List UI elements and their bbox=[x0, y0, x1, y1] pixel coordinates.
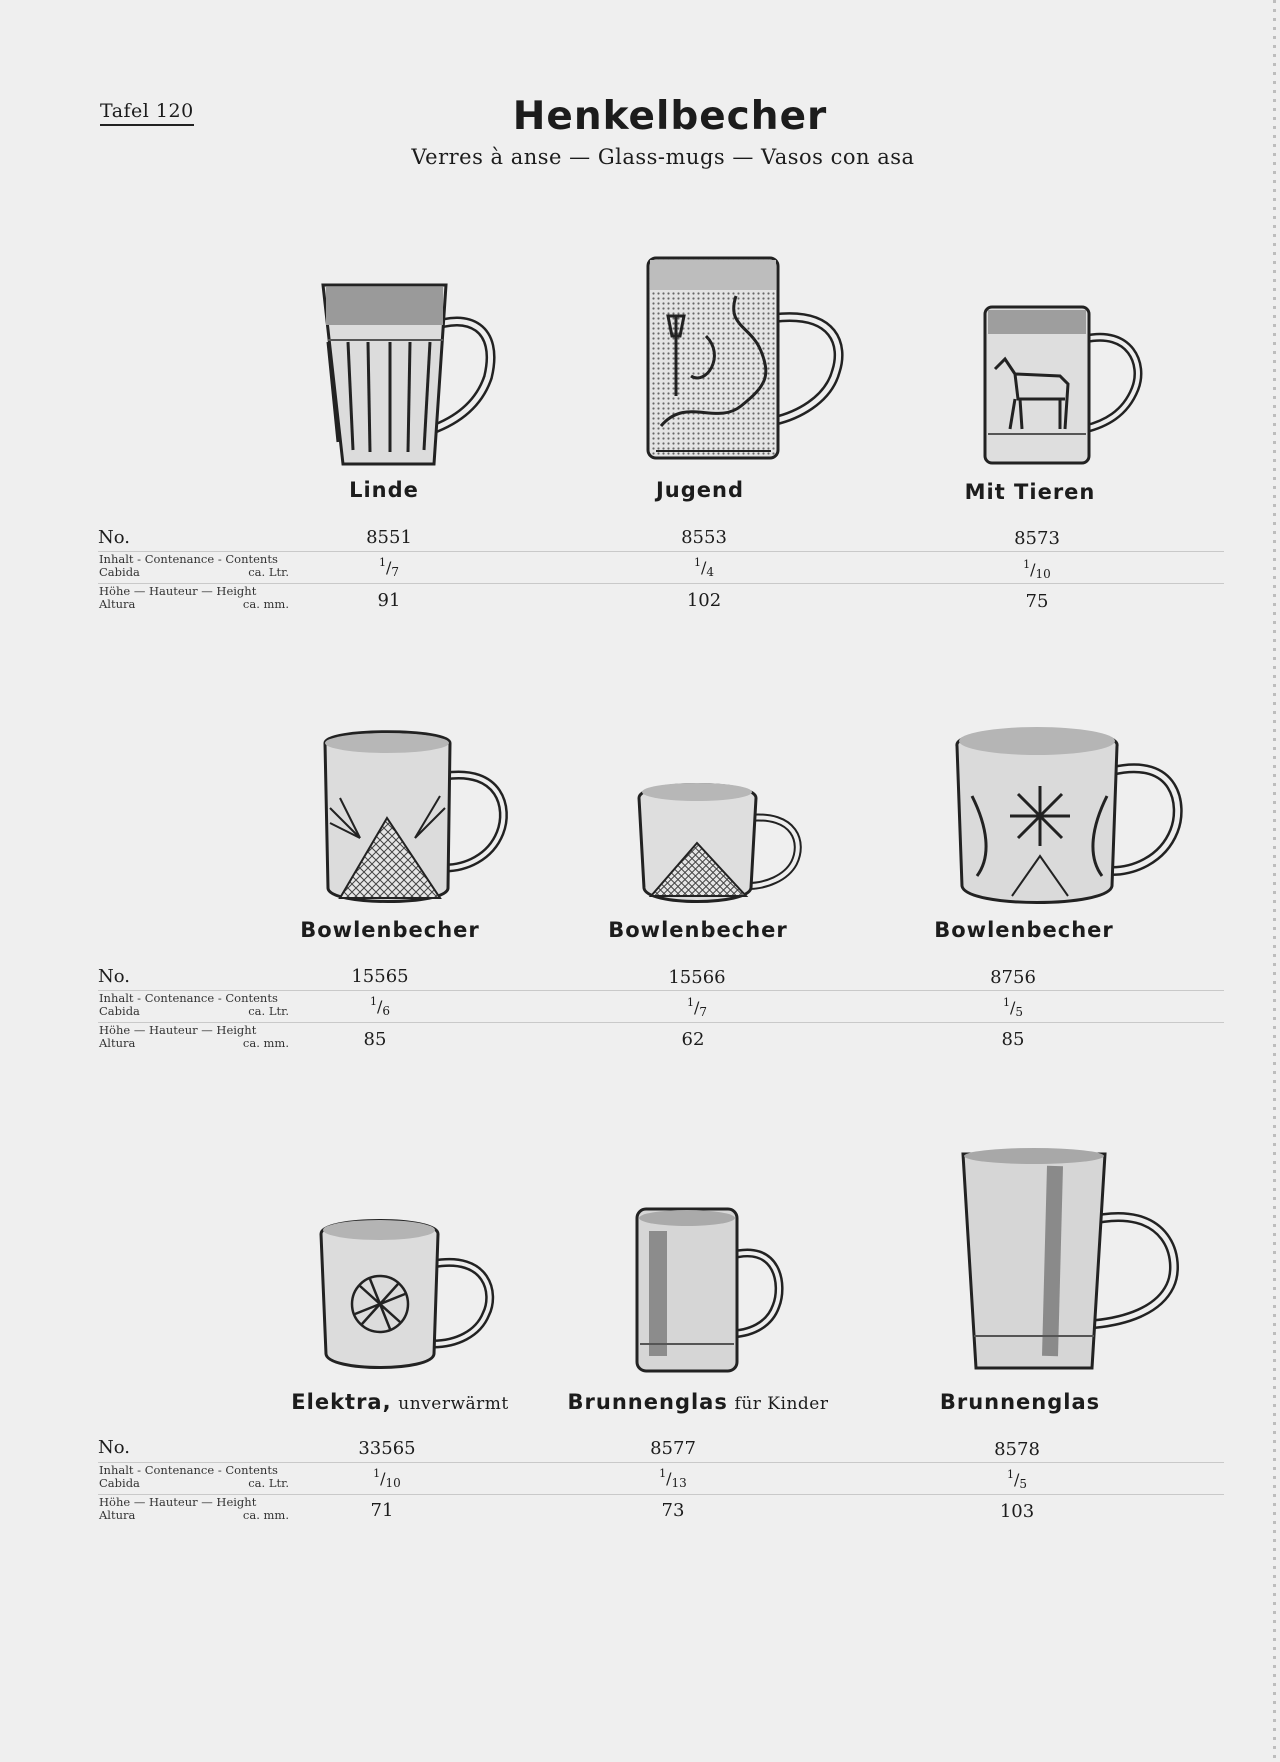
content-label: Inhalt - Contenance - Contents Cabida ca. Ltr. bbox=[99, 1463, 289, 1490]
height-label: Höhe — Hauteur — Height Altura ca. mm. bbox=[99, 584, 289, 611]
item-number: 15565 bbox=[351, 966, 409, 987]
product-name: Bowlenbecher bbox=[608, 918, 788, 942]
content-value: $^1$/6 bbox=[369, 995, 391, 1018]
content-value: $^1$/7 bbox=[378, 556, 400, 579]
product-name: Brunnenglas für Kinder bbox=[567, 1390, 829, 1414]
product-name: Bowlenbecher bbox=[934, 918, 1114, 942]
height-value: 103 bbox=[999, 1501, 1035, 1522]
height-value: 62 bbox=[681, 1029, 705, 1050]
item-number: 8553 bbox=[681, 527, 727, 548]
page-title: Henkelbecher bbox=[512, 94, 828, 139]
content-label: Inhalt - Contenance - Contents Cabida ca. Ltr. bbox=[99, 991, 289, 1018]
item-number: 33565 bbox=[358, 1438, 416, 1459]
height-value: 73 bbox=[661, 1500, 685, 1521]
content-value: $^1$/4 bbox=[693, 556, 715, 579]
content-value: $^1$/10 bbox=[373, 1467, 401, 1490]
product-name: Jugend bbox=[655, 478, 745, 502]
content-value: $^1$/7 bbox=[686, 996, 708, 1019]
cut-glass-mug-icon bbox=[320, 728, 510, 908]
plate-number: Tafel 120 bbox=[100, 100, 194, 126]
divider bbox=[98, 1494, 1224, 1495]
star-cut-mug-icon bbox=[952, 716, 1182, 911]
floral-mug-icon bbox=[646, 256, 846, 466]
item-number: 8551 bbox=[366, 527, 412, 548]
content-value: $^1$/13 bbox=[659, 1467, 687, 1490]
pinwheel-mug-icon bbox=[318, 1214, 493, 1374]
height-value: 91 bbox=[377, 590, 401, 611]
plain-mug-icon bbox=[960, 1146, 1180, 1376]
faceted-mug-icon bbox=[318, 282, 498, 472]
divider bbox=[98, 1022, 1224, 1023]
height-label: Höhe — Hauteur — Height Altura ca. mm. bbox=[99, 1023, 289, 1050]
height-value: 85 bbox=[363, 1029, 387, 1050]
perforated-edge bbox=[1273, 0, 1276, 1762]
number-label: No. bbox=[98, 527, 130, 548]
item-number: 8577 bbox=[650, 1438, 696, 1459]
height-value: 85 bbox=[1001, 1029, 1025, 1050]
plain-mug-icon bbox=[634, 1206, 784, 1376]
height-value: 71 bbox=[370, 1500, 394, 1521]
cut-glass-mug-icon bbox=[636, 778, 806, 908]
content-label: Inhalt - Contenance - Contents Cabida ca. Ltr. bbox=[99, 552, 289, 579]
horse-mug-icon bbox=[980, 304, 1145, 469]
product-name: Mit Tieren bbox=[964, 480, 1096, 504]
product-name: Linde bbox=[349, 478, 419, 502]
divider bbox=[98, 583, 1224, 584]
content-value: $^1$/5 bbox=[1002, 996, 1024, 1019]
height-value: 102 bbox=[686, 590, 722, 611]
height-label: Höhe — Hauteur — Height Altura ca. mm. bbox=[99, 1495, 289, 1522]
item-number: 8573 bbox=[1014, 528, 1060, 549]
number-label: No. bbox=[98, 966, 130, 987]
product-name: Brunnenglas bbox=[939, 1390, 1101, 1414]
product-name: Elektra, unverwärmt bbox=[291, 1390, 509, 1414]
number-label: No. bbox=[98, 1437, 130, 1458]
page-subtitle: Verres à anse — Glass-mugs — Vasos con asa bbox=[411, 145, 915, 169]
item-number: 8578 bbox=[994, 1439, 1040, 1460]
item-number: 8756 bbox=[990, 967, 1036, 988]
content-value: $^1$/10 bbox=[1023, 558, 1051, 581]
content-value: $^1$/5 bbox=[1006, 1468, 1028, 1491]
height-value: 75 bbox=[1025, 591, 1049, 612]
item-number: 15566 bbox=[668, 967, 726, 988]
product-name: Bowlenbecher bbox=[300, 918, 480, 942]
